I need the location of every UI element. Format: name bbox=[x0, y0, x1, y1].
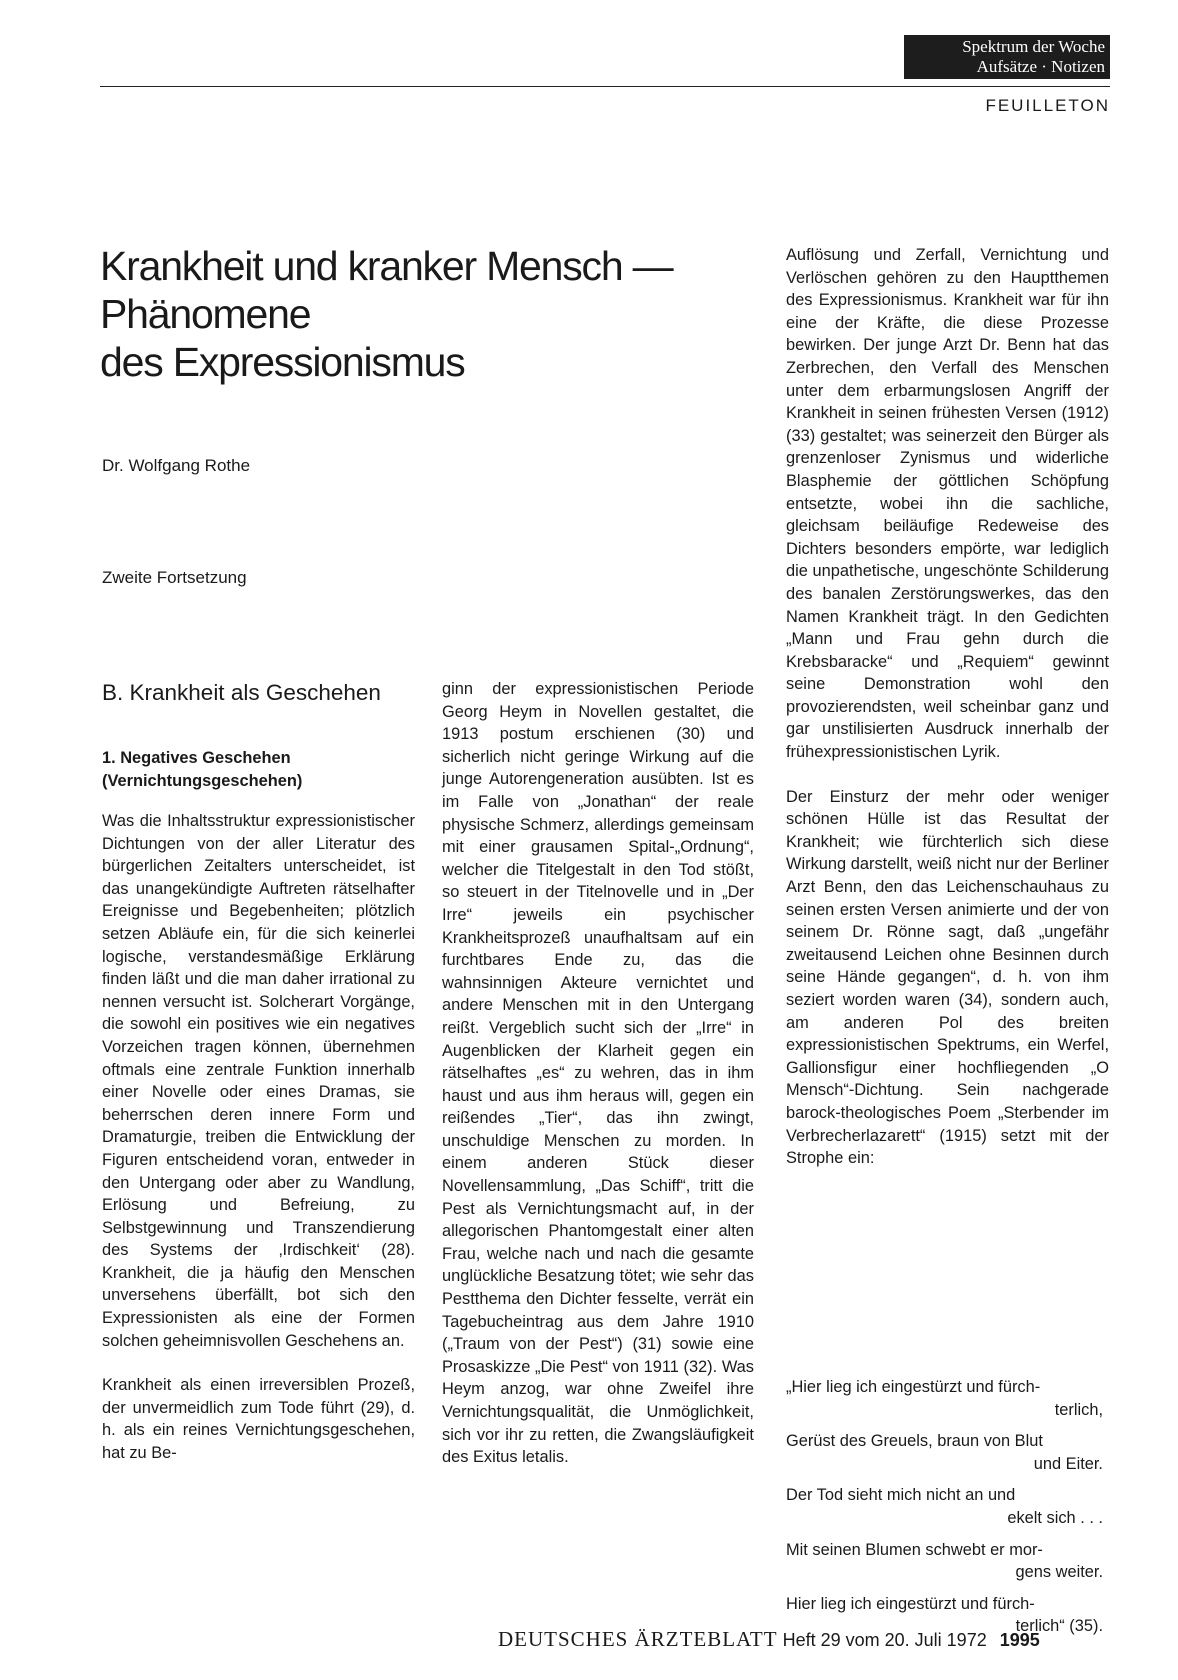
subheading bbox=[102, 747, 415, 793]
poem-line bbox=[786, 1484, 1103, 1529]
journal-name: DEUTSCHES ÄRZTEBLATT bbox=[498, 1627, 778, 1651]
poem-line-text: ekelt sich . . . bbox=[1007, 1508, 1103, 1527]
poem-line-text: „Hier lieg ich eingestürzt und fürch- bbox=[786, 1378, 1041, 1396]
column-2 bbox=[442, 678, 754, 1469]
paragraph: Auflösung und Zerfall, Vernichtung und Verlöschen gehören zu den Hauptthemen des Expressionismus. Krankheit war für ihn eine der Kräfte, die diese Prozesse bewirken. Der junge Arzt Dr. Benn hat das Zerbrechen, den Verfall des Menschen unter dem erbarmungslosen Angriff der Krankheit in seinen frühesten Versen (1912) (33) gestaltet; was seinerzeit den Bürger als grenzenloser Zynismus und widerliche Blasphemie der göttlichen Schöpfung entsetzte, wobei ihn die sachliche, gleichsam beiläufige Redeweise des Dichters besonders empörte, war lediglich die unpathetische, ungeschönte Schilderung des banalen Zerstörungswerkes, das den Namen Krankheit trägt. In den Gedichten „Mann und Frau gehn durch die Krebsbaracke“ und „Requiem“ gewinnt seine Demonstration wohl den provozierendsten, weil scheinbar ganz und gar unstilisierten Ausdruck innerhalb der frühexpressionistischen Lyrik. bbox=[786, 246, 1109, 762]
subheading-line-2: (Vernichtungsgeschehen) bbox=[102, 772, 303, 790]
section-label: FEUILLETON bbox=[985, 96, 1110, 115]
poem-line-text: Mit seinen Blumen schwebt er mor- bbox=[786, 1540, 1043, 1559]
continuation-note: Zweite Fortsetzung bbox=[102, 568, 247, 587]
poem-line-text: und Eiter. bbox=[1033, 1454, 1103, 1473]
issue-info: Heft 29 vom 20. Juli 1972 bbox=[782, 1630, 987, 1650]
page-footer bbox=[498, 1627, 1040, 1652]
poem-line-text: gens weiter. bbox=[1015, 1563, 1103, 1582]
paragraph: ginn der expressionistischen Periode Georg Heym in Novellen gestaltet, die 1913 postum erschienen (30) und sicherlich nicht geringe Wirkung auf die junge Autorengeneration ausübten. Ist es im Falle von „Jonathan“ der reale physische Schmerz, allerdings gemeinsam mit einer grausamen Spital-„Ordnung“, welcher die Titelgestalt in den Tod stößt, so steuert in der Titelnovelle und in „Der Irre“ jeweils ein psychischer Krankheitsprozeß unaufhaltsam auf ein furchtbares Ende zu, das die wahnsinnigen Akteure vernichtet und andere Menschen mit in den Untergang reißt. Vergeblich sucht sich der „Irre“ in Augenblicken der Klarheit gegen ein rätselhaftes „es“ zu wehren, das in ihm haust und aus ihm heraus will, gegen ein reißendes „Tier“, das ihn zwingt, unschuldige Menschen zu morden. In einem anderen Stück dieser Novellensammlung, „Das Schiff“, tritt die Pest als Vernichtungsmacht auf, in der allegorischen Phantomgestalt einer alten Frau, welche nach und nach die gesamte unglückliche Besatzung tötet; wie sehr das Pestthema den Dichter fesselte, verrät ein Tagebucheintrag aus dem Jahre 1910 („Traum von der Pest“) (31) sowie eine Prosaskizze „Die Pest“ von 1911 (32). Was Heym anzog, war ohne Zweifel ihre Vernichtungsqualität, die Unmöglichkeit, sich vor ihr zu retten, die Zwangsläufigkeit des Exitus letalis. bbox=[442, 680, 754, 1467]
journal-badge bbox=[904, 35, 1110, 79]
paragraph: Krankheit als einen irreversiblen Prozeß, der unvermeidlich zum Tode führt (29), d. h. als ein reines Vernichtungsgeschehen, hat zu Be- bbox=[102, 1376, 415, 1463]
poem-line-text: Hier lieg ich eingestürzt und fürch- bbox=[786, 1594, 1035, 1613]
page-number: 1995 bbox=[999, 1630, 1040, 1650]
badge-line-1: Spektrum der Woche bbox=[962, 37, 1105, 56]
title-line-3: des Expressionismus bbox=[100, 339, 465, 385]
poem-line bbox=[786, 1430, 1103, 1475]
section-heading: B. Krankheit als Geschehen bbox=[102, 680, 381, 705]
poem-line-text: terlich“ (35). bbox=[1015, 1617, 1103, 1636]
badge-line-2: Aufsätze · Notizen bbox=[976, 57, 1105, 76]
poem-line-text: Der Tod sieht mich nicht an und bbox=[786, 1486, 1016, 1505]
poem-line-text: terlich, bbox=[1054, 1400, 1103, 1419]
title-line-1: Krankheit und kranker Mensch — bbox=[100, 243, 673, 289]
poem-line bbox=[786, 1376, 1103, 1421]
paragraph: Der Einsturz der mehr oder weniger schönen Hülle ist das Resultat der Krankheit; wie fürchterlich sich diese Wirkung darstellt, weiß nicht nur der Berliner Arzt Benn, den das Leichenschauhaus zu seinen ersten Versen animierte und der von seinem Dr. Rönne sagt, daß „ungefähr zweitausend Leichen ohne Besinnen durch seine Hände gegangen“, d. h. von ihm seziert worden waren (34), sondern auch, am anderen Pol des breiten expressionistischen Spektrums, ein Werfel, Gallionsfigur einer hochfliegenden „O Mensch“-Dichtung. Sein nachgerade barock-theologisches Poem „Sterbender im Verbrecherlazarett“ (1915) setzt mit der Strophe ein: bbox=[786, 787, 1109, 1168]
author: Dr. Wolfgang Rothe bbox=[102, 456, 251, 475]
column-1 bbox=[102, 810, 415, 1465]
header-rule bbox=[100, 86, 1110, 87]
poem-line bbox=[786, 1539, 1103, 1584]
poem-quote bbox=[786, 1376, 1103, 1647]
article-title bbox=[100, 242, 780, 386]
paragraph: Was die Inhaltsstruktur expressionistischer Dichtungen von der aller Literatur des bürgerlichen Zeitalters unterscheidet, ist das unangekündigte Auftreten rätselhafter Ereignisse und Begebenheiten; plötzlich setzen Abläufe ein, für die sich keinerlei logische, verstandesmäßige Erklärung finden läßt und die man daher irrational zu nennen versucht ist. Solcherart Vorgänge, die sowohl ein positives wie ein negatives Vorzeichen tragen können, übernehmen oftmals eine zentrale Funktion innerhalb einer Novelle oder eines Dramas, sie beherrschen deren innere Form und Dramaturgie, treiben die Entwicklung der Figuren entscheidend voran, entweder in den Untergang oder aber zu Wandlung, Erlösung und Befreiung, zu Selbstgewinnung und Transzendierung des Systems der ‚Irdischkeit‘ (28). Krankheit, die ja häufig den Menschen unversehens überfällt, bot sich den Expressionisten als eine der Formen solchen geheimnisvollen Geschehens an. bbox=[102, 812, 415, 1350]
column-3 bbox=[786, 244, 1109, 1170]
title-line-2: Phänomene bbox=[100, 291, 311, 337]
subheading-line-1: 1. Negatives Geschehen bbox=[102, 749, 291, 767]
poem-line-text: Gerüst des Greuels, braun von Blut bbox=[786, 1432, 1043, 1451]
